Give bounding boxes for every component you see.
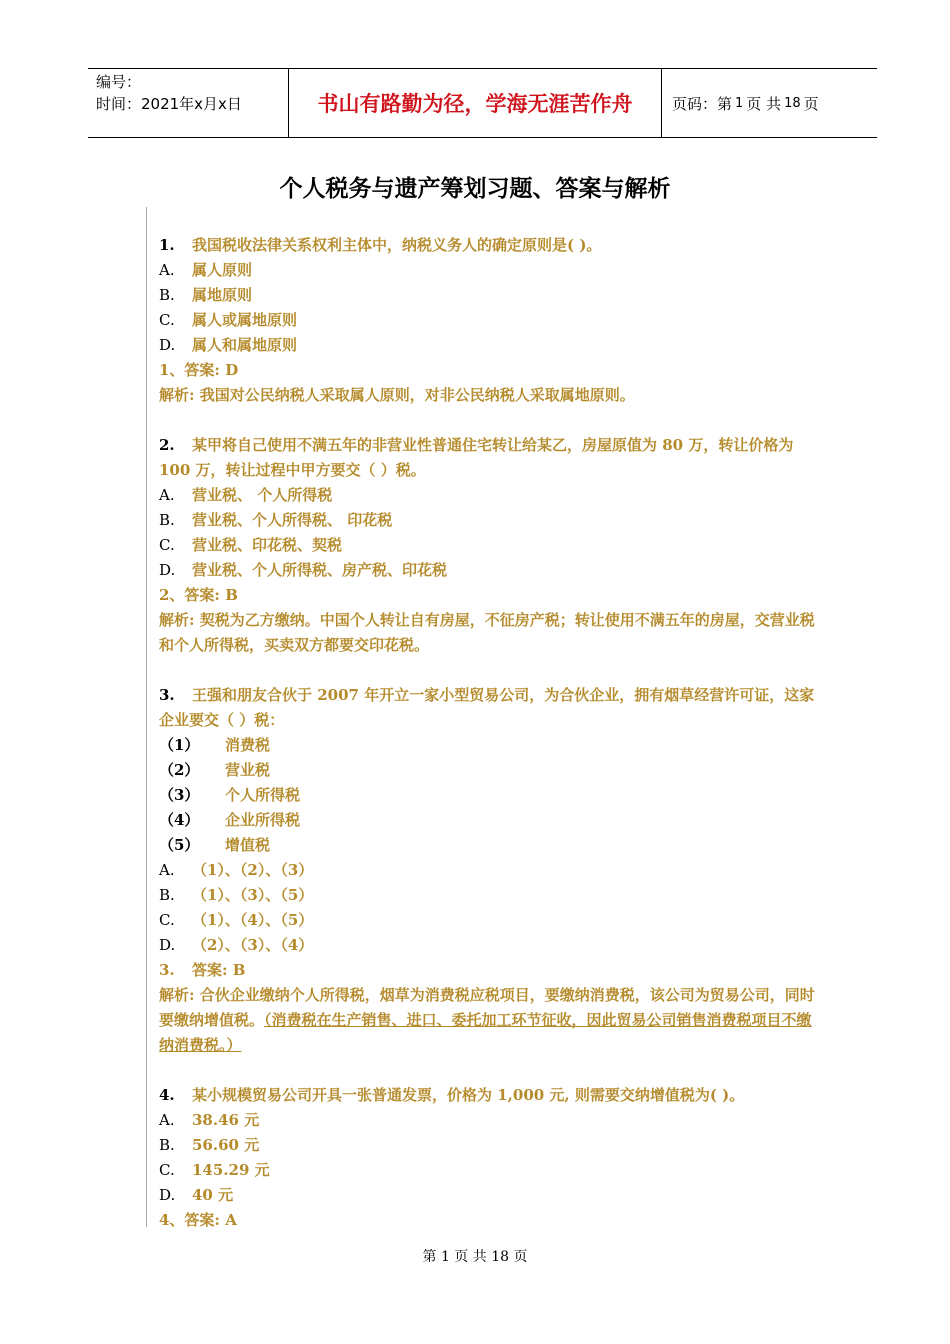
page-header [88, 68, 877, 138]
answer: 2、答案: B [159, 586, 238, 604]
analysis: 解析: 我国对公民纳税人采取属人原则，对非公民纳税人采取属地原则。 [159, 386, 635, 404]
option-c: C. （1）、（4）、（5） [159, 911, 314, 929]
question-4 [159, 1083, 819, 1108]
question-1 [159, 233, 819, 258]
option-a: A. 营业税、 个人所得税 [159, 486, 333, 504]
page-total: 18 [784, 95, 801, 111]
page-prefix: 页码：第 [672, 94, 733, 113]
time-label: 时间：2021年x月x日 [96, 95, 242, 113]
page-num: 1 [735, 95, 744, 111]
header-page-number [662, 69, 877, 137]
question-list [159, 233, 819, 1233]
analysis-note: （消费税在生产销售、进口、委托加工环节征收，因此贸易公司销售消费税项目不缴纳消费税。） [159, 1011, 812, 1054]
option-a: A. 38.46 元 [159, 1111, 260, 1129]
page-mid: 页 共 [746, 94, 782, 113]
option-d: D. 营业税、个人所得税、房产税、印花税 [159, 561, 448, 579]
page-suffix: 页 [803, 94, 819, 113]
option-b: B. 56.60 元 [159, 1136, 260, 1154]
option-b: B. （1）、（3）、（5） [159, 886, 314, 904]
question-number: 1. [159, 236, 175, 254]
option-b: B. 属地原则 [159, 286, 253, 304]
question-text: 某甲将自己使用不满五年的非营业性普通住宅转让给某乙，房屋原值为 80 万，转让价格为 100 万，转让过程中甲方要交（ ）税。 [159, 436, 794, 479]
answer: 1、答案: D [159, 361, 239, 379]
option-c: C. 属人或属地原则 [159, 311, 298, 329]
document-title: 个人税务与遗产筹划习题、答案与解析 [279, 176, 671, 202]
question-text: 王强和朋友合伙于 2007 年开立一家小型贸易公司，为合伙企业，拥有烟草经营许可证，这家企业要交（ ）税： [159, 686, 815, 729]
header-meta [88, 69, 288, 137]
question-2 [159, 433, 819, 483]
question-text: 我国税收法律关系权利主体中，纳税义务人的确定原则是( )。 [192, 236, 602, 254]
option-b: B. 营业税、个人所得税、 印花税 [159, 511, 393, 529]
analysis: 解析: 契税为乙方缴纳。中国个人转让自有房屋，不征房产税；转让使用不满五年的房屋，交营业税和个人所得税，买卖双方都要交印花税。 [159, 611, 815, 654]
answer: 4、答案: A [159, 1211, 237, 1229]
code-label: 编号： [96, 73, 142, 91]
page-footer: 第 1 页 共 18 页 [422, 1249, 528, 1265]
option-d: D. 40 元 [159, 1186, 234, 1204]
question-number: 2. [159, 436, 175, 454]
option-c: C. 145.29 元 [159, 1161, 270, 1179]
analysis: 解析: 合伙企业缴纳个人所得税，烟草为消费税应税项目，要缴纳消费税，该公司为贸易公司，同时要缴纳增值税。（消费税在生产销售、进口、委托加工环节征收，因此贸易公司销售消费税项目不缴纳消费税。） [159, 986, 815, 1054]
question-number: 4. [159, 1086, 175, 1104]
question-3 [159, 683, 819, 733]
item-3: （3） 个人所得税 [159, 786, 301, 804]
option-d: D. 属人和属地原则 [159, 336, 298, 354]
option-d: D. （2）、（3）、（4） [159, 936, 314, 954]
item-4: （4） 企业所得税 [159, 811, 301, 829]
answer: 3. 答案: B [159, 961, 246, 979]
question-number: 3. [159, 686, 175, 704]
option-a: A. （1）、（2）、（3） [159, 861, 314, 879]
header-motto: 书山有路勤为径，学海无涯苦作舟 [288, 69, 662, 137]
item-2: （2） 营业税 [159, 761, 271, 779]
margin-rule [146, 207, 147, 1227]
option-a: A. 属人原则 [159, 261, 253, 279]
item-5: （5） 增值税 [159, 836, 271, 854]
option-c: C. 营业税、印花税、契税 [159, 536, 343, 554]
item-1: （1） 消费税 [159, 736, 271, 754]
question-text: 某小规模贸易公司开具一张普通发票，价格为 1,000 元, 则需要交纳增值税为( )。 [192, 1086, 745, 1104]
